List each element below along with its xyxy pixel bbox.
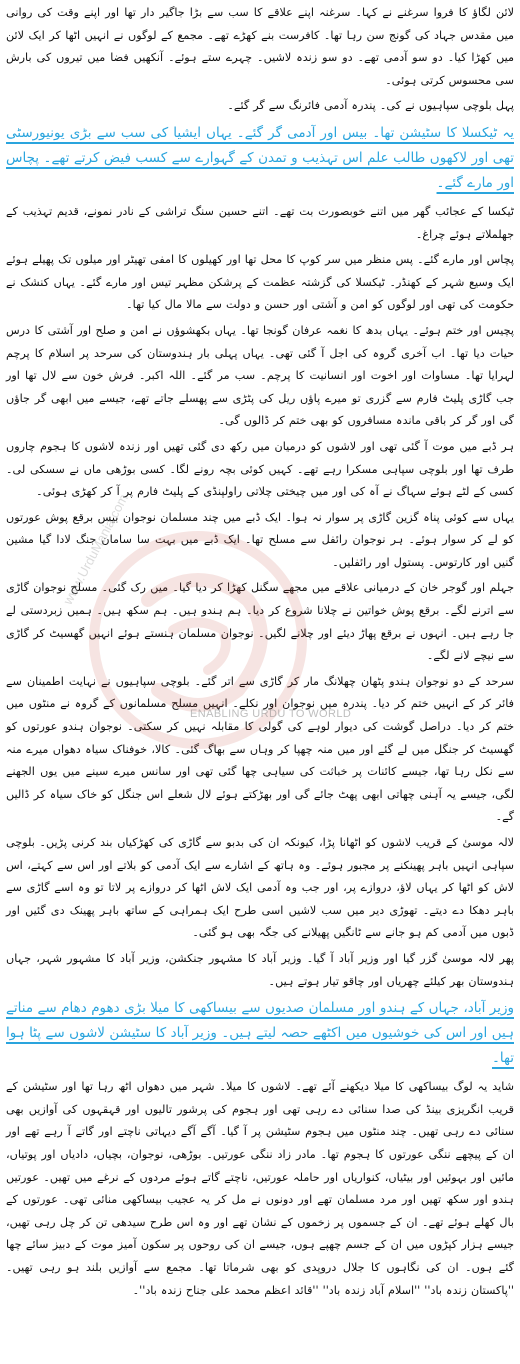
paragraph: پچاس اور مارے گئے۔ پس منظر میں سر کوپ کا محل تھا اور کھیلوں کا امفی تھیٹر اور میلوں تک پھیلے ہوئے ایک وسیع شہر کے کھنڈر۔ ٹیکسلا کی گزشتہ عظمت کے پرشکن مظہر تیس اور مارے گئے۔ یہاں کنشک نے حکومت کی تھی اور لوگوں کو امن و آشتی اور حسن و دولت سے مالا مال کیا تھا۔: [6, 253, 514, 312]
highlighted-quote: وزیر آباد، جہاں کے ہندو اور مسلمان صدیوں سے بیساکھی کا میلا بڑی دھوم دھام سے مناتے ہیں اور اس کی خوشیوں میں اکٹھے حصہ لیتے ہیں۔ وزیر آباد کا سٹیشن لاشوں سے پٹا ہوا تھا۔: [6, 1000, 514, 1067]
paragraph: یہاں سے کوئی پناہ گزین گاڑی پر سوار نہ ہوا۔ ایک ڈبے میں چند مسلمان نوجوان بیس برقع پوش عورتوں کو لے کر سوار ہوئے۔ ہر نوجوان رائفل سے مسلح تھا۔ ایک ڈبے میں بہت سا سامان جنگ لادا گیا مشین گنیں اور کارتوس۔ پستول اور رائفلیں۔: [6, 510, 514, 569]
paragraph: پھر لالہ موسیٰ گزر گیا اور وزیر آباد آ گیا۔ وزیر آباد کا مشہور جنکشن، وزیر آباد کا مشہور شہر، جہاں ہندوستان بھر کیلئے چھریاں اور چاقو تیار ہوتے ہیں۔: [6, 951, 514, 988]
watermark-tagline: ENABLING URDU TO WORLD: [190, 708, 352, 720]
paragraph: جہلم اور گوجر خان کے درمیانی علاقے میں مجھے سگنل کھڑا کر دیا گیا۔ میں رک گئی۔ مسلح نوجوان گاڑی سے اترنے لگے۔ برقع پوش خواتین نے چلانا شروع کر دیا۔ ہم ہندو ہیں۔ ہم سکھ ہیں۔ ہمیں زبردستی لے جا رہے ہیں۔ انہوں نے برقع پھاڑ دیئے اور چلانے لگیں۔ نوجوان مسلمان ہنستے ہوئے انہیں گھسیٹ کر گاڑی سے نیچے لانے لگے۔: [6, 581, 514, 663]
watermark-url: www.UrduMania.com: [60, 491, 131, 608]
paragraph: پہل بلوچی سپاہیوں نے کی۔ پندرہ آدمی فائرنگ سے گر گئے۔: [227, 99, 514, 113]
paragraph: ہر ڈبے میں موت آ گئی تھی اور لاشوں کو درمیان میں رکھ دی گئی تھیں اور زندہ لاشوں کا ہجوم چاروں طرف تھا اور بلوچی سپاہی مسکرا رہے تھے۔ کہیں کوئی بچہ رونے لگا۔ کسی بوڑھی ماں نے سسکی لی۔ کسی کے لٹے ہوئے سہاگ نے آہ کی اور میں چیختی چلاتی راولپنڈی کے پلیٹ فارم پر آ کر کھڑی ہوئی۔: [6, 439, 514, 499]
paragraph: لالہ موسیٰ کے قریب لاشوں کو اٹھانا پڑا، کیونکہ ان کی بدبو سے گاڑی کی کھڑکیاں بند کرنی پڑیں۔ بلوچی سپاہی انہیں باہر پھینکنے پر مجبور ہوئے۔ وہ ہاتھ کے اشارے سے ایک آدمی کو بلاتے اور اس سے کہتے، اس لاش کو اٹھا کر یہاں لاؤ، دروازے پر، اور جب وہ آدمی ایک لاش اٹھا کر دروازے پر لاتا تو وہ اسے گاڑی سے باہر دھکا دے دیتے۔ تھوڑی دیر میں سب لاشیں اسی طرح ایک ہمراہی کے ساتھ باہر پھینک دی گئیں اور ڈبوں میں آدمی کم ہو جانے سے ٹانگیں پھیلانے کی جگہ بھی ہو گئی۔: [6, 836, 514, 940]
paragraph: ٹیکسا کے عجائب گھر میں اتنے خوبصورت بت تھے۔ اتنے حسین سنگ تراشی کے نادر نمونے، قدیم تہذیب کے جھلملاتے ہوئے چراغ۔: [6, 204, 514, 241]
highlighted-quote: یہ ٹیکسلا کا سٹیشن تھا۔ بیس اور آدمی گر گئے۔ یہاں ایشیا کی سب سے بڑی یونیورسٹی تھی اور لاکھوں طالب علم اس تہذیب و تمدن کے گہوارے سے کسب فیض کرتے تھے۔ پچاس اور مارے گئے۔: [6, 124, 514, 191]
paragraph: لائن لگاؤ کا فروا سرغنے نے کہا۔ سرغنہ اپنے علاقے کا سب سے بڑا جاگیر دار تھا اور اپنے وقت کی روانی میں مقدس جہاد کی گونج سن رہا تھا۔ کافرست بنے کھڑے تھے۔ مجمع کے لوگوں نے انہیں اٹھا کر ایک لائن میں کھڑا کیا۔ دو سو آدمی تھے۔ دو سو زندہ لاشیں۔ چہرے ستے ہوئے۔ آنکھیں فضا میں تیروں کی بارش سی محسوس کرتی ہوئی۔: [6, 6, 514, 87]
paragraph: شاید یہ لوگ بیساکھی کا میلا دیکھنے آئے تھے۔ لاشوں کا میلا۔ شہر میں دھواں اٹھ رہا تھا اور سٹیشن کے قریب انگریزی بینڈ کی صدا سنائی دے رہی تھی اور ہجوم کی پرشور تالیوں اور قہقہوں کی آوازیں بھی سنائی دے رہی تھیں۔ چند منٹوں میں ہجوم سٹیشن پر آ گیا۔ آگے آگے دیہاتی ناچتے اور گاتے آ رہے تھے اور ان کے پیچھے ننگی عورتوں کا ہجوم تھا۔ مادر زاد ننگی عورتیں۔ بوڑھی، نوجوان، بچیاں، دادیاں اور پوتیاں، مائیں اور بہوئیں اور بیٹیاں، کنواریاں اور حاملہ عورتیں، ناچتے گاتے ہوئے مردوں کے نرغے میں تھیں۔ عورتیں ہندو اور سکھ تھیں اور مرد مسلمان تھے اور دونوں نے مل کر یہ عجیب بیساکھی منائی تھی۔ عورتوں کے بال کھلے ہوئے تھے۔ ان کے جسموں پر زخموں کے نشان تھے اور وہ اس طرح سیدھی تن کر چل رہی تھیں، جیسے ہزار کپڑوں میں ان کے جسم چھپے ہوں، جیسے ان کی روحوں پر سکون آمیز موت کے دبیز سائے چھا گئے ہوں۔ ان کی نگاہوں کا جلال دروپدی کو بھی شرماتا تھا۔ مجمع سے آوازیں بلند ہو رہی تھیں۔ ''پاکستان زندہ باد'' ''اسلام آباد زندہ باد'' ''قائد اعظم محمد علی جناح زندہ باد''۔: [6, 1080, 514, 1297]
paragraph: سرحد کے دو نوجوان ہندو پٹھان چھلانگ مار کر گاڑی سے اتر گئے۔ بلوچی سپاہیوں نے نہایت اطمینان سے فائر کر کے انہیں ختم کر دیا۔ پندرہ میں نوجوان اور نکلے۔ انہیں مسلح مسلمانوں کے گروہ نے منٹوں میں ختم کر دیا۔ دراصل گوشت کی دیوار لوہے کی گولی کا مقابلہ نہیں کر سکتی۔ نوجوان ہندو عورتوں کو گھسیٹ کر جنگل میں لے گئے اور میں منہ چھپا کر وہاں سے بھاگ گئی۔ کالا، خوفناک سیاہ دھواں میرے منہ سے نکل رہا تھا، جیسے کائنات پر خباثت کی سیاہی چھا گئی تھی اور سانس میرے سینے میں یوں الجھنے لگی، جیسے یہ آہنی چھاتی ابھی پھٹ جائے گی اور بھڑکتے ہوئے لال شعلے اس جنگل کو خاک سیاہ کر ڈالیں گے۔: [6, 674, 514, 824]
paragraph: پچیس اور ختم ہوئے۔ یہاں بدھ کا نغمہ عرفان گونجا تھا۔ یہاں بکھشوؤں نے امن و صلح اور آشتی کا درس حیات دیا تھا۔ اب آخری گروہ کی اجل آ گئی تھی۔ یہاں پہلی بار ہندوستان کی سرحد پر اسلام کا پرچم لہرایا تھا۔ مساوات اور اخوت اور انسانیت کا پرچم۔ سب مر گئے۔ اللہ اکبر۔ فرش خون سے لال تھا اور جب گاڑی پلیٹ فارم سے گزری تو میرے پاؤں ریل کی پٹڑی سے پھسلے جاتے تھے، جیسے میں ابھی گر جاؤں گی اور گر کر باقی ماندہ مسافروں کو بھی ختم کر ڈالوں گی۔: [6, 323, 514, 428]
